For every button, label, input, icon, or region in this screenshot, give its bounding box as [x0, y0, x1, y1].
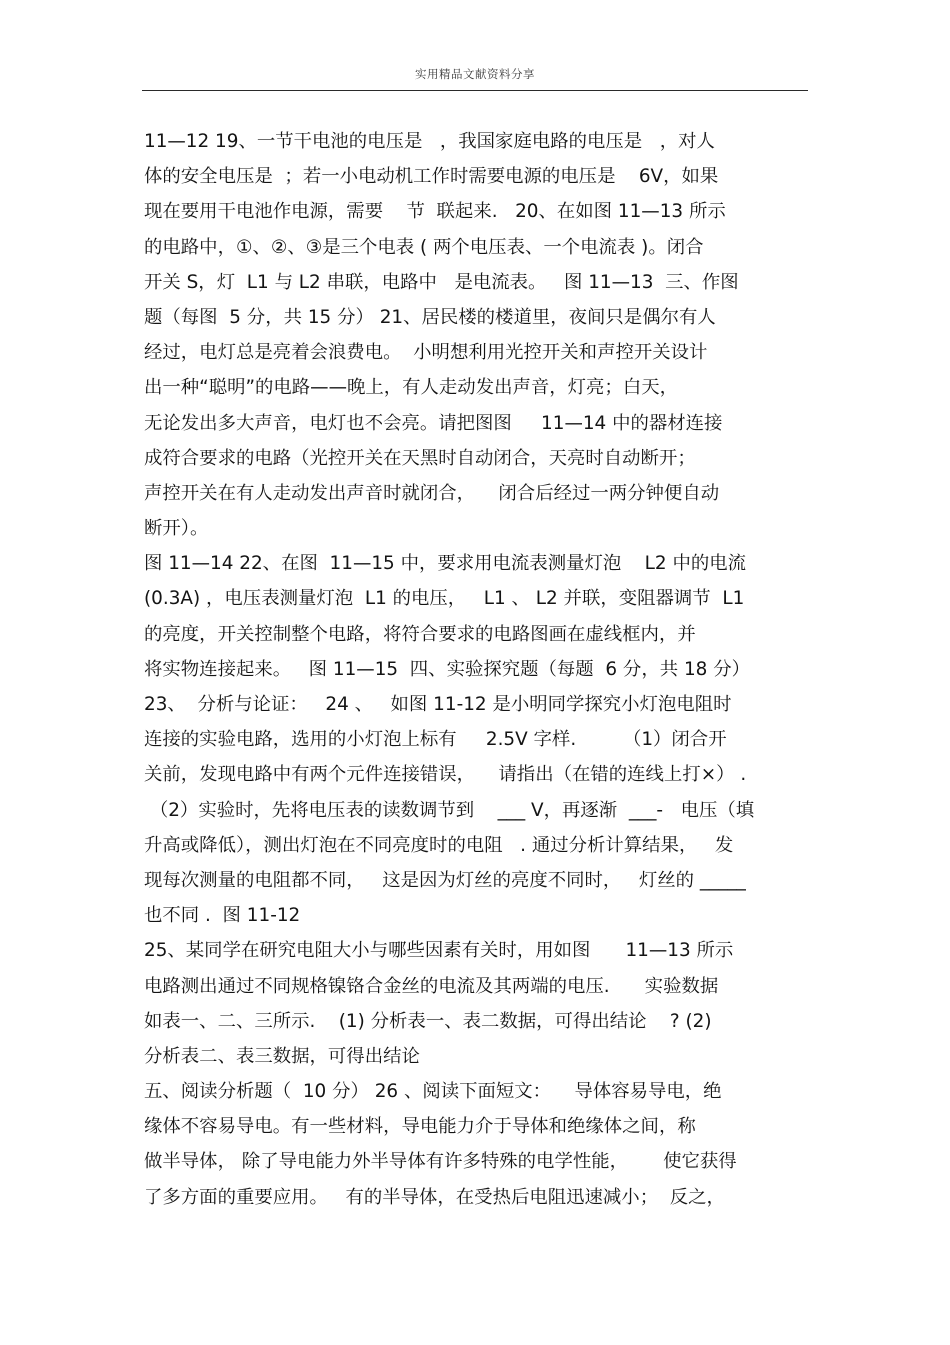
- text-line: 题（每图 5 分，共 15 分） 21、居民楼的楼道里，夜间只是偶尔有人: [144, 306, 716, 328]
- text-line: 11—12 19、一节干电池的电压是 ，我国家庭电路的电压是 ，对人: [144, 131, 715, 152]
- text-line: 关前，发现电路中有两个元件连接错误， 请指出（在错的连线上打×） .: [144, 764, 747, 786]
- text-line: 成符合要求的电路（光控开关在天黑时自动闭合，天亮时自动断开；: [144, 447, 696, 469]
- text-line: 出一种“聪明”的电路——晚上，有人走动发出声音，灯亮；白天，: [144, 377, 678, 399]
- text-line: 现每次测量的电阻都不同， 这是因为灯丝的亮度不同时， 灯丝的 _____: [144, 869, 746, 891]
- text-line: 将实物连接起来。 图 11—15 四、实验探究题（每题 6 分，共 18 分）: [144, 658, 750, 680]
- text-line: 断开）。: [144, 518, 209, 540]
- text-line: 也不同 . 图 11-12: [144, 905, 301, 927]
- text-line: 23、 分析与论证： 24 、 如图 11-12 是小明同学探究小灯泡电阻时: [144, 694, 732, 715]
- text-line: 五、阅读分析题（ 10 分） 26 、阅读下面短文： 导体容易导电，绝: [144, 1081, 722, 1103]
- text-line: 25、某同学在研究电阻大小与哪些因素有关时，用如图 11—13 所示: [144, 940, 734, 962]
- text-line: 连接的实验电路，选用的小灯泡上标有 2.5V 字样. （1）闭合开: [144, 729, 727, 751]
- text-line: 的亮度，开关控制整个电路，将符合要求的电路图画在虚线框内，并: [144, 623, 696, 645]
- page-header: 实用精品文献资料分享: [415, 67, 535, 81]
- text-line: 现在要用干电池作电源，需要 节 联起来. 20、在如图 11—13 所示: [144, 201, 726, 223]
- text-line: 声控开关在有人走动发出声音时就闭合， 闭合后经过一两分钟便自动: [144, 482, 720, 504]
- text-line: 分析表二、表三数据，可得出结论: [144, 1045, 420, 1067]
- text-line: (0.3A) ，电压表测量灯泡 L1 的电压， L1 、 L2 并联，变阻器调节 L1: [144, 588, 745, 610]
- text-line: 经过，电灯总是亮着会浪费电。 小明想利用光控开关和声控开关设计: [144, 342, 708, 364]
- text-line: 无论发出多大声音，电灯也不会亮。请把图图 11—14 中的器材连接: [144, 412, 723, 434]
- header-divider: [142, 90, 808, 91]
- text-line: 如表一、二、三所示. (1) 分析表一、表二数据，可得出结论 ? (2): [144, 1010, 712, 1032]
- text-line: 升高或降低），测出灯泡在不同亮度时的电阻 . 通过分析计算结果， 发: [144, 834, 734, 856]
- document-body: [144, 124, 810, 1215]
- text-line: 体的安全电压是 ；若一小电动机工作时需要电源的电压是 6V，如果: [144, 166, 719, 188]
- text-line: 开关 S，灯 L1 与 L2 串联，电路中 是电流表。 图 11—13 三、作图: [144, 271, 739, 293]
- text-line: 做半导体， 除了导电能力外半导体有许多特殊的电学性能， 使它获得: [144, 1151, 737, 1173]
- text-line: （2）实验时，先将电压表的读数调节到 ___ V，再逐渐 ___- 电压（填: [144, 799, 755, 821]
- text-line: 的电路中，①、②、③是三个电表 ( 两个电压表、一个电流表 )。闭合: [144, 236, 704, 258]
- text-line: 缘体不容易导电。有一些材料，导电能力介于导体和绝缘体之间，称: [144, 1116, 696, 1138]
- text-line: 电路测出通过不同规格镍铬合金丝的电流及其两端的电压. 实验数据: [144, 975, 719, 997]
- text-line: 图 11—14 22、在图 11—15 中，要求用电流表测量灯泡 L2 中的电流: [144, 553, 747, 575]
- text-line: 了多方面的重要应用。 有的半导体，在受热后电阻迅速减小； 反之，: [144, 1186, 725, 1208]
